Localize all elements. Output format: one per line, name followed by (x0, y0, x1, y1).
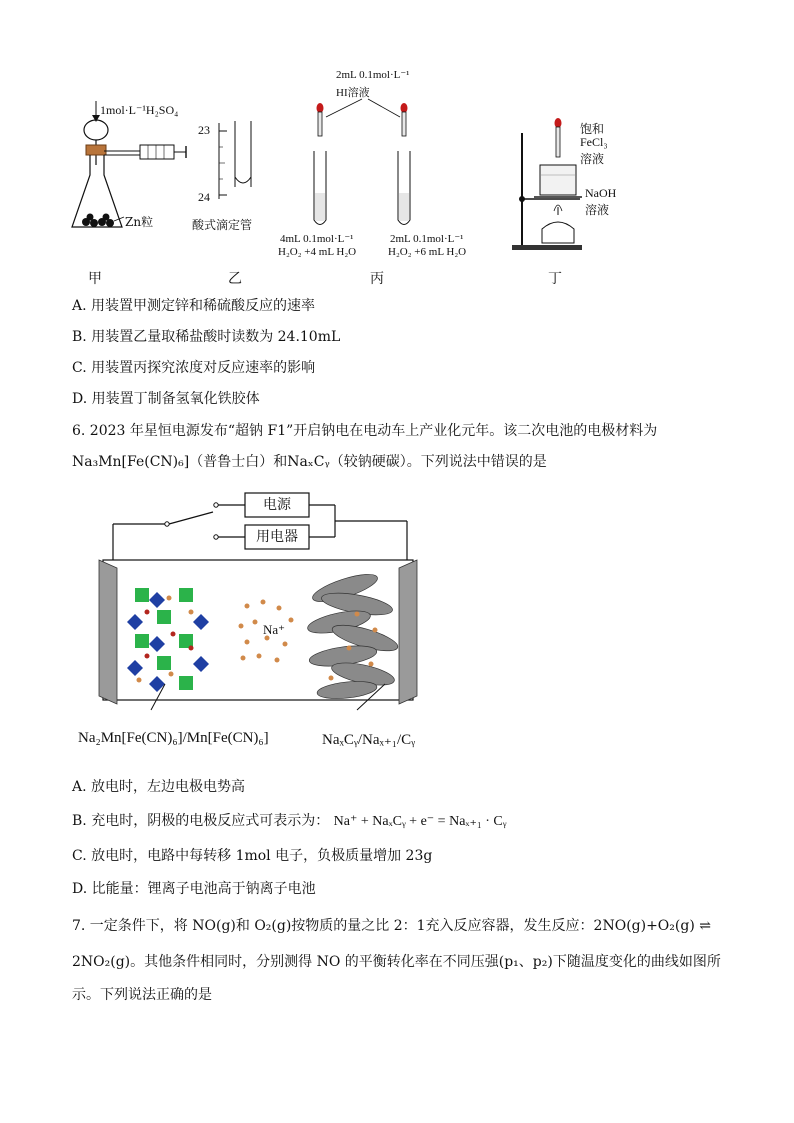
drop-label-line1: 饱和 (580, 122, 605, 136)
right-tube-label-line1: 2mL 0.1mol·L⁻¹ (390, 233, 464, 245)
drop-label-line3: 溶液 (580, 152, 605, 166)
caption-bing: 丙 (370, 271, 384, 287)
q6-option-b-equation: Na⁺ + NaₓCᵧ + e⁻ = Naₓ₊₁ · Cᵧ (333, 814, 507, 829)
q5-option-a: A. 用装置甲测定锌和稀硫酸反应的速率 (72, 298, 316, 314)
right-tube-label-line2: H₂O₂ +6 mL H₂O (388, 246, 467, 258)
burette-tick-24: 24 (198, 190, 210, 204)
q6-option-c: C. 放电时，电路中每转移 1mol 电子，负极质量增加 23g (72, 848, 433, 864)
q7-stem-line1: 7. 一定条件下，将 NO(g)和 O₂(g)按物质的量之比 2：1充入反应容器，发生反应：2NO(g)+O₂(g) ⇌ (72, 918, 711, 934)
left-tube-label-line2: H₂O₂ +4 mL H₂O (278, 246, 357, 258)
q6-option-d: D. 比能量：锂离子电池高于钠离子电池 (72, 881, 316, 897)
battery-diagram (95, 488, 425, 713)
sodium-ion-label: Na⁺ (263, 622, 286, 637)
q7-stem-line2: 2NO₂(g)。其他条件相同时，分别测得 NO 的平衡转化率在不同压强(p₁、p₂)下随温度变化的曲线如图所 (72, 954, 721, 970)
q6-stem-line2: Na₃Mn[Fe(CN)₆]（普鲁士白）和NaₓCᵧ（较钠硬碳）。下列说法中错误的是 (72, 454, 547, 470)
burette-tick-23: 23 (198, 123, 210, 137)
q7-stem-line3: 示。下列说法正确的是 (72, 987, 212, 1003)
q6-stem-line1: 6. 2023 年星恒电源发布“超钠 F1”开启钠电在电动车上产业化元年。该二次电池的电极材料为 (72, 423, 658, 439)
drop-label-line2: FeCl₃ (580, 135, 608, 149)
reagent-label-zn: Zn粒 (125, 215, 154, 229)
caption-ding: 丁 (548, 271, 562, 287)
appliance-label: 用电器 (256, 529, 298, 545)
caption-jia: 甲 (88, 271, 102, 287)
beaker-label-line2: 溶液 (585, 203, 610, 217)
burette-name: 酸式滴定管 (192, 218, 253, 232)
left-electrode-label: Na₂Mn[Fe(CN)₆]/Mn[Fe(CN)₆] (78, 730, 269, 746)
q6-option-a: A. 放电时，左边电极电势高 (72, 779, 246, 795)
right-electrode-label: NaₓCᵧ/Naₓ₊₁/Cᵧ (322, 732, 416, 748)
q5-option-c: C. 用装置丙探究浓度对反应速率的影响 (72, 360, 316, 376)
beaker-label-line1: NaOH (585, 186, 617, 200)
q6-option-b (72, 811, 506, 832)
reagent-label-h2so4: 1mol·L⁻¹H₂SO₄ (100, 103, 179, 117)
apparatus-yi-diagram (205, 115, 265, 215)
q5-option-b: B. 用装置乙量取稀盐酸时读数为 24.10mL (72, 329, 341, 345)
caption-yi: 乙 (228, 271, 242, 287)
dropper-reagent-line1: 2mL 0.1mol·L⁻¹ (336, 69, 410, 81)
q5-option-d: D. 用装置丁制备氢氧化铁胶体 (72, 391, 260, 407)
apparatus-bing-diagram (300, 95, 440, 235)
left-tube-label-line1: 4mL 0.1mol·L⁻¹ (280, 233, 354, 245)
power-source-label: 电源 (263, 497, 291, 513)
dropper-reagent-line2: HI溶液 (336, 87, 370, 99)
q6-option-b-text: B. 充电时，阴极的电极反应式可表示为： (72, 813, 330, 829)
